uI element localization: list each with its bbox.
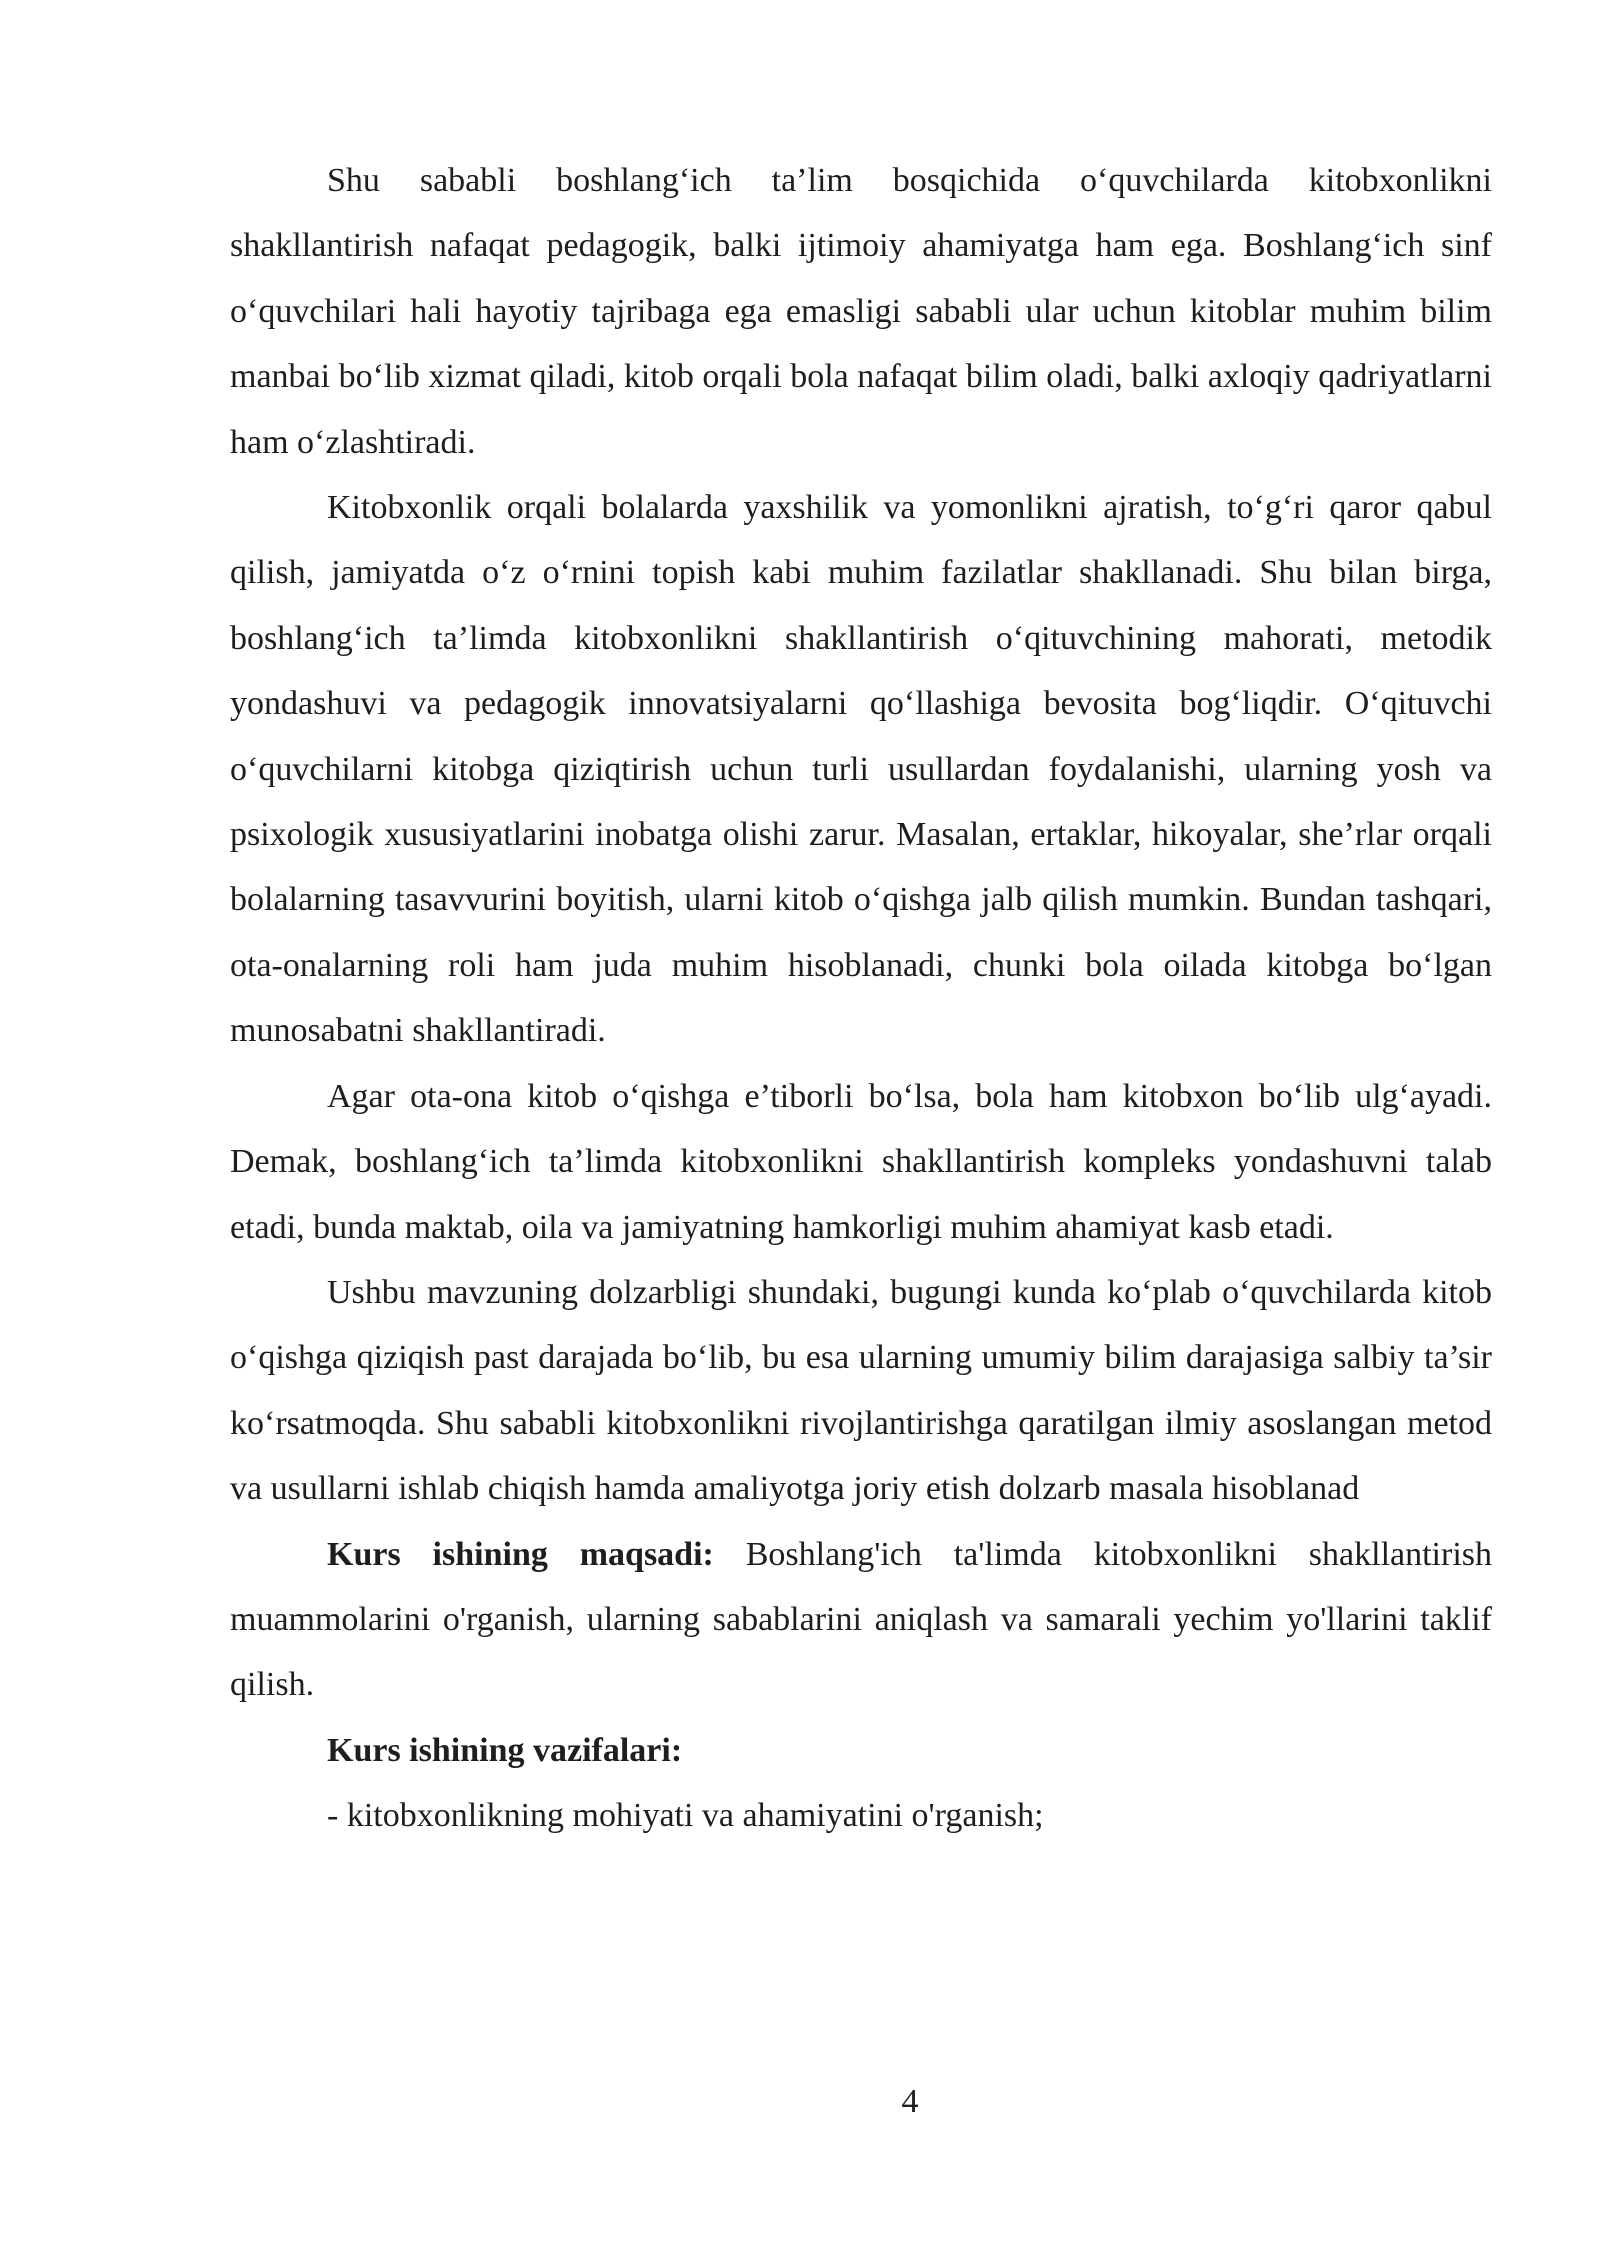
body-text xyxy=(230,148,1492,1849)
paragraph: Kitobxonlik orqali bolalarda yaxshilik va yomonlikni ajratish, to‘g‘ri qaror qabul qilish, jamiyatda o‘z o‘rnini topish kabi muhim fazilatlar shakllanadi. Shu bilan birga, boshlang‘ich ta’limda kitobxonlikni shakllantirish o‘qituvchining mahorati, metodik yondashuvi va pedagogik innovatsiyalarni qo‘llashiga bevosita bog‘liqdir. O‘qituvchi o‘quvchilarni kitobga qiziqtirish uchun turli usullardan foydalanishi, ularning yosh va psixologik xususiyatlarini inobatga olishi zarur. Masalan, ertaklar, hikoyalar, she’rlar orqali bolalarning tasavvurini boyitish, ularni kitob o‘qishga jalb qilish mumkin. Bundan tashqari, ota-onalarning roli ham juda muhim hisoblanadi, chunki bola oilada kitobga bo‘lgan munosabatni shakllantiradi. xyxy=(230,489,1492,1050)
task-item: - kitobxonlikning mohiyati va ahamiyatini o'rganish; xyxy=(327,1797,1044,1835)
tasks-heading xyxy=(230,1718,1492,1783)
paragraph: Shu sababli boshlang‘ich ta’lim bosqichida o‘quvchilarda kitobxonlikni shakllantirish nafaqat pedagogik, balki ijtimoiy ahamiyatga ham ega. Boshlang‘ich sinf o‘quvchilari hali hayotiy tajribaga ega emasligi sababli ular uchun kitoblar muhim bilim manbai bo‘lib xizmat qiladi, kitob orqali bola nafaqat bilim oladi, balki axloqiy qadriyatlarni ham o‘zlashtiradi. xyxy=(230,162,1492,461)
tasks-label: Kurs ishining vazifalari: xyxy=(327,1731,683,1769)
goal-paragraph xyxy=(230,1522,1492,1718)
goal-text: Boshlang'ich ta'limda kitobxonlikni shakllantirish muammolarini o'rganish, ularning sabablarini aniqlash va samarali yechim yo'llarini taklif qilish. xyxy=(230,1535,1492,1704)
paragraph: Ushbu mavzuning dolzarbligi shundaki, bugungi kunda ko‘plab o‘quvchilarda kitob o‘qishga qiziqish past darajada bo‘lib, bu esa ularning umumiy bilim darajasiga salbiy ta’sir ko‘rsatmoqda. Shu sababli kitobxonlikni rivojlantirishga qaratilgan ilmiy asoslangan metod va usullarni ishlab chiqish hamda amaliyotga joriy etish dolzarb masala hisoblanad xyxy=(230,1273,1492,1508)
goal-label: Kurs ishining maqsadi: xyxy=(327,1535,714,1573)
paragraph: Agar ota-ona kitob o‘qishga e’tiborli bo‘lsa, bola ham kitobxon bo‘lib ulg‘ayadi. Demak, boshlang‘ich ta’limda kitobxonlikni shakllantirish kompleks yondashuvni talab etadi, bunda maktab, oila va jamiyatning hamkorligi muhim ahamiyat kasb etadi. xyxy=(230,1077,1492,1246)
page-number: 4 xyxy=(901,2083,919,2120)
